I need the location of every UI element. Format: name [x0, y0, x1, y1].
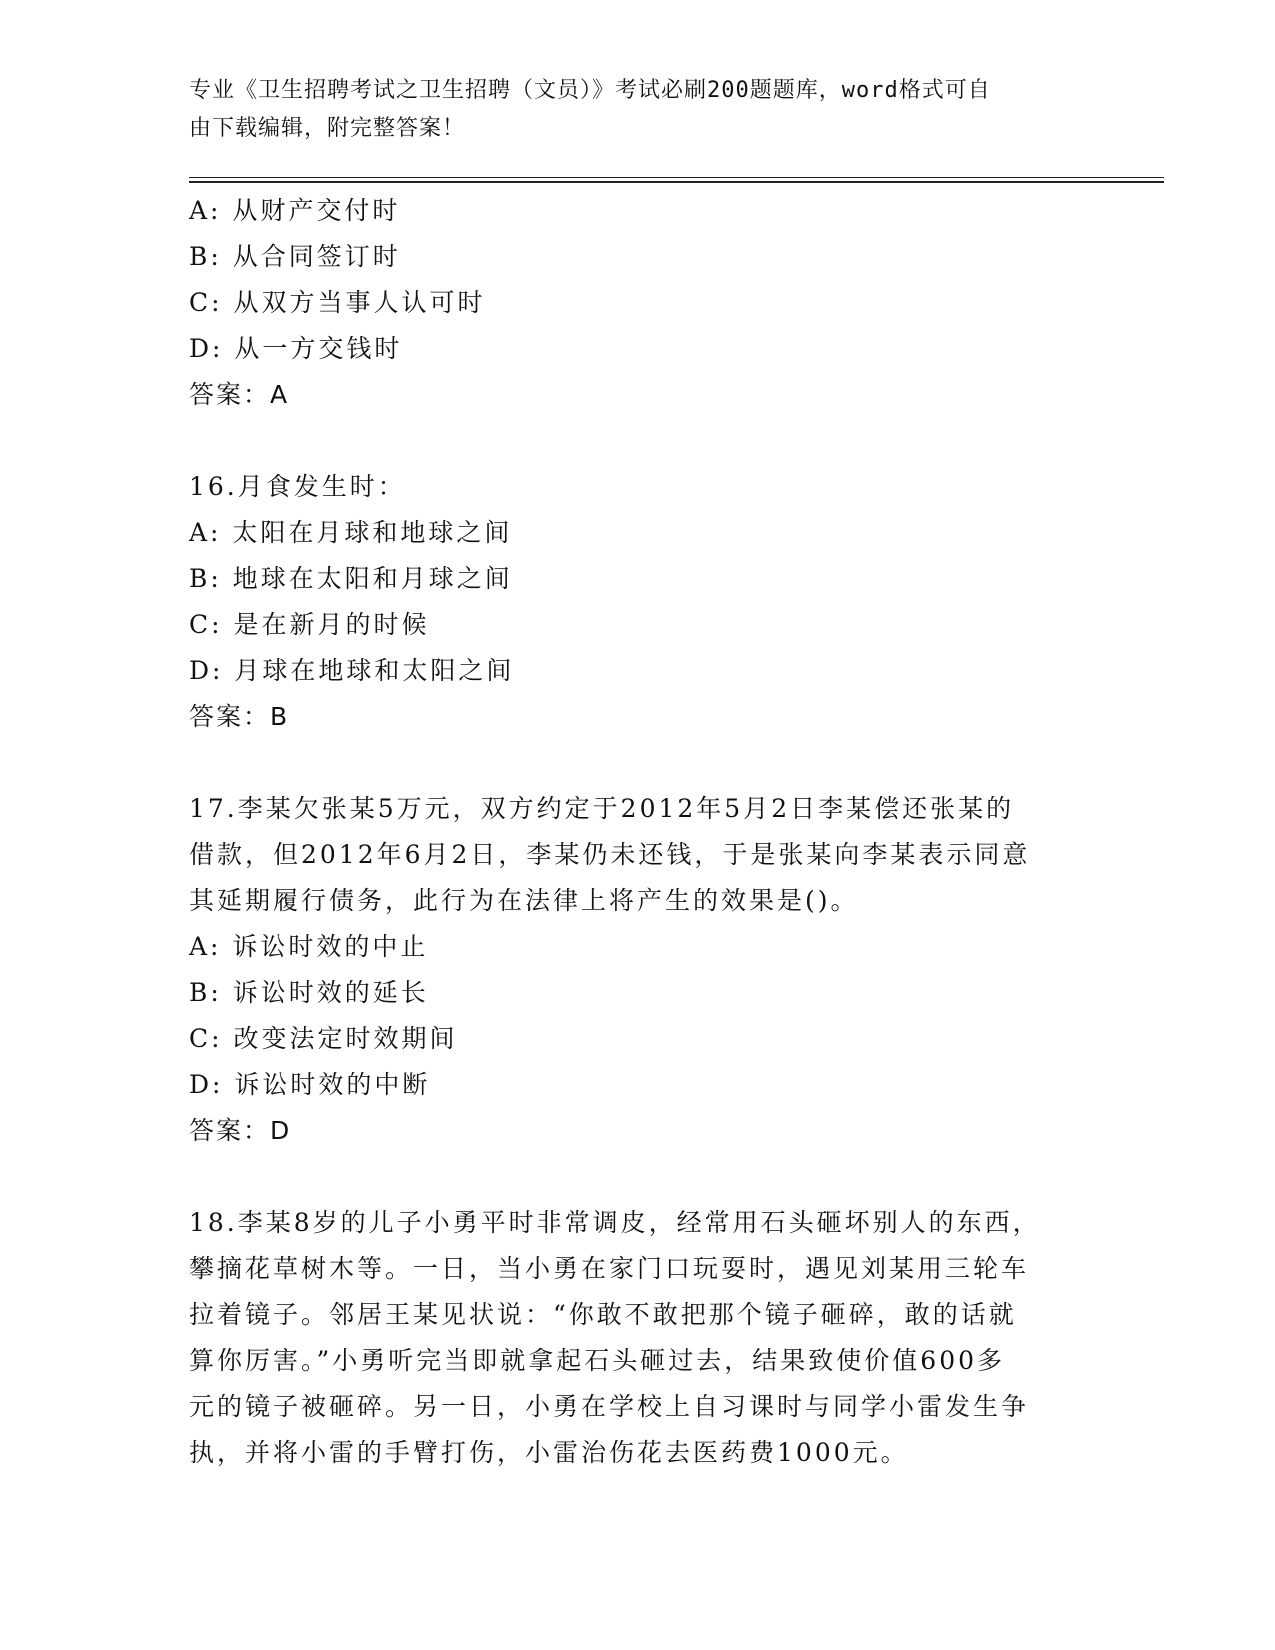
header-divider-thick	[189, 181, 1164, 183]
option-d: D: 从一方交钱时	[189, 334, 403, 363]
answer-line: 答案：D	[189, 1116, 292, 1145]
option-b: B: 诉讼时效的延长	[189, 978, 429, 1007]
question-text-line-3: 拉着镜子。邻居王某见状说：“你敢不敢把那个镜子砸碎，敢的话就	[189, 1300, 1017, 1329]
question-text-line-2: 借款，但2012年6月2日，李某仍未还钱，于是张某向李某表示同意	[189, 840, 1031, 869]
question-18-block	[189, 1200, 1089, 1476]
option-c: C: 是在新月的时候	[189, 610, 430, 639]
header-line-2: 由下载编辑，附完整答案！	[189, 116, 466, 141]
question-text-line-2: 攀摘花草树木等。一日，当小勇在家门口玩耍时，遇见刘某用三轮车	[189, 1254, 1030, 1283]
question-text: 16.月食发生时：	[189, 472, 406, 501]
option-d: D: 月球在地球和太阳之间	[189, 656, 515, 685]
question-text-line-3: 其延期履行债务，此行为在法律上将产生的效果是()。	[189, 886, 859, 915]
header-line-1: 专业《卫生招聘考试之卫生招聘（文员）》考试必刷200题题库，word格式可自	[189, 78, 991, 103]
question-text-line-6: 执，并将小雷的手臂打伤，小雷治伤花去医药费1000元。	[189, 1438, 909, 1467]
option-b: B: 从合同签订时	[189, 242, 401, 271]
question-text-line-5: 元的镜子被砸碎。另一日，小勇在学校上自习课时与同学小雷发生争	[189, 1392, 1030, 1421]
option-a: A: 诉讼时效的中止	[189, 932, 429, 961]
document-body	[189, 188, 1089, 1476]
spacer	[189, 418, 1089, 464]
document-header	[189, 72, 1069, 148]
spacer	[189, 1154, 1089, 1200]
header-divider-thin	[189, 177, 1164, 178]
option-b: B: 地球在太阳和月球之间	[189, 564, 513, 593]
question-17-block	[189, 786, 1089, 1154]
option-a: A: 从财产交付时	[189, 196, 401, 225]
option-a: A: 太阳在月球和地球之间	[189, 518, 513, 547]
answer-line: 答案：A	[189, 380, 290, 409]
question-16-block	[189, 464, 1089, 740]
question-text-line-1: 17.李某欠张某5万元，双方约定于2012年5月2日李某偿还张某的	[189, 794, 1015, 823]
option-c: C: 改变法定时效期间	[189, 1024, 458, 1053]
option-c: C: 从双方当事人认可时	[189, 288, 486, 317]
option-d: D: 诉讼时效的中断	[189, 1070, 431, 1099]
spacer	[189, 740, 1089, 786]
question-text-line-4: 算你厉害。”小勇听完当即就拿起石头砸过去，结果致使价值600多	[189, 1346, 1006, 1375]
question-15-block	[189, 188, 1089, 418]
answer-line: 答案：B	[189, 702, 290, 731]
question-text-line-1: 18.李某8岁的儿子小勇平时非常调皮，经常用石头砸坏别人的东西，	[189, 1208, 1041, 1237]
